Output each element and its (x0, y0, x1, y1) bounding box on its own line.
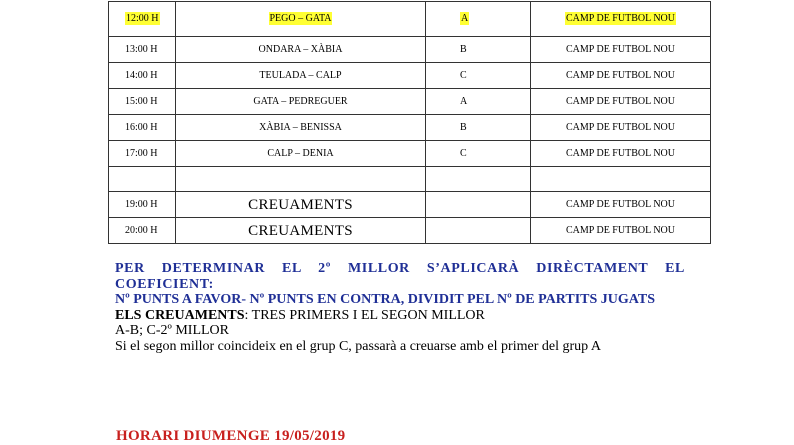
venue-cell: CAMP DE FUTBOL NOU (531, 37, 711, 63)
time-cell: 14:00 H (109, 63, 176, 89)
match-cell: XÀBIA – BENISSA (176, 115, 426, 141)
match-cell: GATA – PEDREGUER (176, 89, 426, 115)
time-cell (109, 167, 176, 192)
crossings-text: : TRES PRIMERS I EL SEGON MILLOR (244, 307, 485, 323)
sunday-schedule-title: HORARI DIUMENGE 19/05/2019 (116, 428, 346, 444)
match-text: PEGO – GATA (269, 13, 332, 24)
table-row (109, 115, 711, 141)
table-row (109, 141, 711, 167)
table-row (109, 218, 711, 244)
match-cell: CREUAMENTS (176, 218, 426, 244)
table-row-empty (109, 167, 711, 192)
table-row (109, 2, 711, 37)
time-text: 12:00 H (126, 13, 159, 24)
venue-cell (531, 2, 711, 37)
table-row (109, 63, 711, 89)
venue-cell: CAMP DE FUTBOL NOU (531, 63, 711, 89)
coefficient-formula: Nº PUNTS A FAVOR- Nº PUNTS EN CONTRA, DIVIDIT PEL Nº DE PARTITS JUGATS (115, 292, 655, 307)
time-cell: 20:00 H (109, 218, 176, 244)
time-cell (109, 2, 176, 37)
notes-section (115, 261, 685, 354)
time-cell: 16:00 H (109, 115, 176, 141)
group-cell: C (426, 141, 531, 167)
match-cell: ONDARA – XÀBIA (176, 37, 426, 63)
table-row (109, 192, 711, 218)
venue-cell: CAMP DE FUTBOL NOU (531, 192, 711, 218)
venue-cell (531, 167, 711, 192)
group-cell (426, 2, 531, 37)
venue-cell: CAMP DE FUTBOL NOU (531, 141, 711, 167)
crossings-label: ELS CREUAMENTS (115, 307, 245, 323)
venue-cell: CAMP DE FUTBOL NOU (531, 218, 711, 244)
table-row (109, 89, 711, 115)
match-cell: CALP – DENIA (176, 141, 426, 167)
coefficient-heading: PER DETERMINAR EL 2º MILLOR S’APLICARÀ DIRÈCTAMENT EL COEFICIENT: (115, 261, 685, 292)
match-cell: CREUAMENTS (176, 192, 426, 218)
group-cell: B (426, 37, 531, 63)
group-cell: B (426, 115, 531, 141)
match-cell (176, 167, 426, 192)
match-cell: TEULADA – CALP (176, 63, 426, 89)
group-cell (426, 218, 531, 244)
time-cell: 15:00 H (109, 89, 176, 115)
group-cell: C (426, 63, 531, 89)
venue-cell: CAMP DE FUTBOL NOU (531, 89, 711, 115)
venue-cell: CAMP DE FUTBOL NOU (531, 115, 711, 141)
schedule-table (108, 1, 711, 244)
time-cell: 17:00 H (109, 141, 176, 167)
group-text: A (461, 13, 469, 24)
pairings-line: A-B; C-2º MILLOR (115, 323, 230, 338)
group-cell: A (426, 89, 531, 115)
match-cell (176, 2, 426, 37)
time-cell: 19:00 H (109, 192, 176, 218)
group-cell (426, 167, 531, 192)
crossings-line (115, 308, 685, 324)
table-row (109, 37, 711, 63)
group-cell (426, 192, 531, 218)
venue-text: CAMP DE FUTBOL NOU (566, 13, 675, 24)
time-cell: 13:00 H (109, 37, 176, 63)
rule-line: Si el segon millor coincideix en el grup C, passarà a creuarse amb el primer del grup A (115, 338, 601, 354)
